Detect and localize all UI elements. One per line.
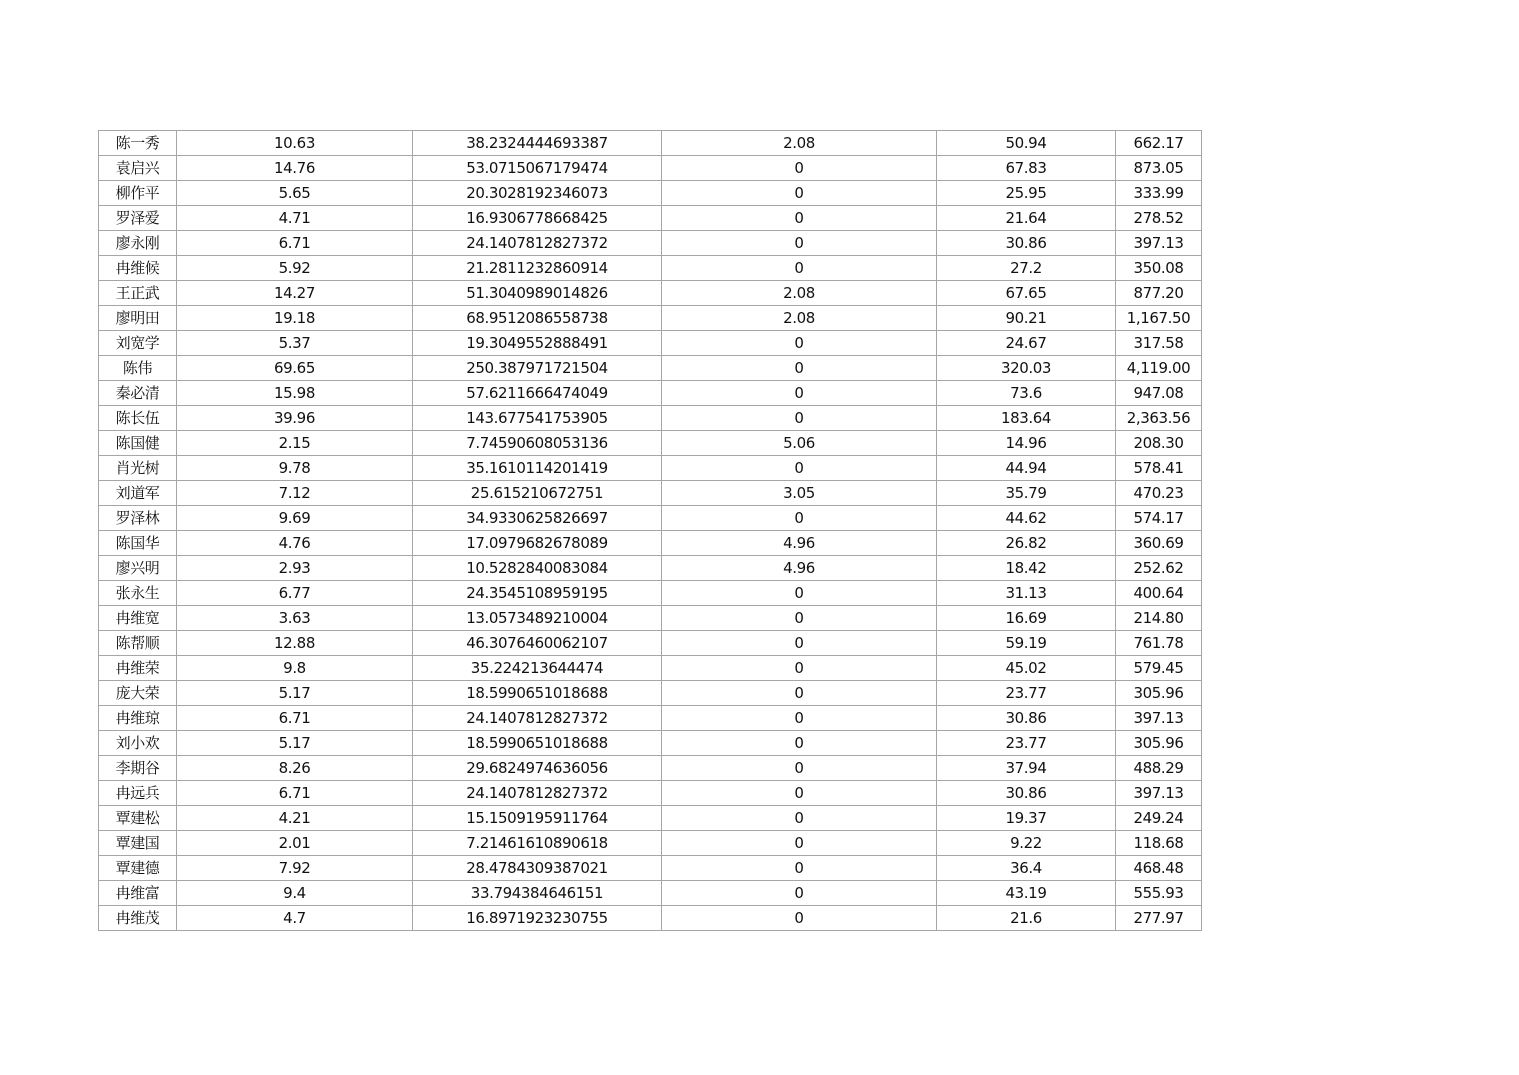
table-row bbox=[99, 806, 1202, 831]
name-cell: 庞大荣 bbox=[99, 681, 177, 706]
value-cell-4: 59.19 bbox=[937, 631, 1116, 656]
value-cell-3: 4.96 bbox=[662, 556, 937, 581]
value-cell-3: 0 bbox=[662, 681, 937, 706]
total-cell: 208.30 bbox=[1116, 431, 1202, 456]
name-cell: 陈帮顺 bbox=[99, 631, 177, 656]
name-cell: 刘小欢 bbox=[99, 731, 177, 756]
value-cell-4: 67.65 bbox=[937, 281, 1116, 306]
total-cell: 249.24 bbox=[1116, 806, 1202, 831]
total-cell: 333.99 bbox=[1116, 181, 1202, 206]
value-cell-2: 18.5990651018688 bbox=[413, 681, 662, 706]
table-row bbox=[99, 781, 1202, 806]
name-cell: 廖明田 bbox=[99, 306, 177, 331]
value-cell-2: 34.9330625826697 bbox=[413, 506, 662, 531]
table-row bbox=[99, 281, 1202, 306]
value-cell-3: 0 bbox=[662, 856, 937, 881]
value-cell-4: 9.22 bbox=[937, 831, 1116, 856]
value-cell-1: 8.26 bbox=[177, 756, 413, 781]
total-cell: 2,363.56 bbox=[1116, 406, 1202, 431]
value-cell-2: 68.9512086558738 bbox=[413, 306, 662, 331]
value-cell-1: 3.63 bbox=[177, 606, 413, 631]
value-cell-2: 46.3076460062107 bbox=[413, 631, 662, 656]
table-row bbox=[99, 231, 1202, 256]
table-row bbox=[99, 256, 1202, 281]
value-cell-1: 19.18 bbox=[177, 306, 413, 331]
value-cell-2: 24.1407812827372 bbox=[413, 231, 662, 256]
value-cell-3: 0 bbox=[662, 581, 937, 606]
total-cell: 214.80 bbox=[1116, 606, 1202, 631]
name-cell: 冉远兵 bbox=[99, 781, 177, 806]
total-cell: 397.13 bbox=[1116, 781, 1202, 806]
value-cell-1: 9.78 bbox=[177, 456, 413, 481]
table-row bbox=[99, 681, 1202, 706]
value-cell-1: 5.65 bbox=[177, 181, 413, 206]
value-cell-3: 0 bbox=[662, 206, 937, 231]
value-cell-1: 39.96 bbox=[177, 406, 413, 431]
value-cell-4: 27.2 bbox=[937, 256, 1116, 281]
value-cell-4: 23.77 bbox=[937, 731, 1116, 756]
name-cell: 王正武 bbox=[99, 281, 177, 306]
value-cell-1: 6.77 bbox=[177, 581, 413, 606]
value-cell-4: 183.64 bbox=[937, 406, 1116, 431]
name-cell: 罗泽爱 bbox=[99, 206, 177, 231]
value-cell-2: 13.0573489210004 bbox=[413, 606, 662, 631]
value-cell-1: 69.65 bbox=[177, 356, 413, 381]
value-cell-4: 24.67 bbox=[937, 331, 1116, 356]
name-cell: 陈伟 bbox=[99, 356, 177, 381]
value-cell-4: 23.77 bbox=[937, 681, 1116, 706]
value-cell-1: 5.17 bbox=[177, 681, 413, 706]
value-cell-3: 0 bbox=[662, 381, 937, 406]
value-cell-3: 0 bbox=[662, 806, 937, 831]
table-row bbox=[99, 181, 1202, 206]
value-cell-2: 7.21461610890618 bbox=[413, 831, 662, 856]
value-cell-1: 7.12 bbox=[177, 481, 413, 506]
total-cell: 873.05 bbox=[1116, 156, 1202, 181]
total-cell: 317.58 bbox=[1116, 331, 1202, 356]
value-cell-3: 0 bbox=[662, 656, 937, 681]
value-cell-4: 19.37 bbox=[937, 806, 1116, 831]
value-cell-2: 29.6824974636056 bbox=[413, 756, 662, 781]
value-cell-1: 4.7 bbox=[177, 906, 413, 931]
name-cell: 袁启兴 bbox=[99, 156, 177, 181]
value-cell-1: 12.88 bbox=[177, 631, 413, 656]
value-cell-2: 24.1407812827372 bbox=[413, 706, 662, 731]
value-cell-4: 36.4 bbox=[937, 856, 1116, 881]
table-row bbox=[99, 731, 1202, 756]
value-cell-4: 31.13 bbox=[937, 581, 1116, 606]
value-cell-3: 0 bbox=[662, 881, 937, 906]
table-row bbox=[99, 756, 1202, 781]
total-cell: 397.13 bbox=[1116, 706, 1202, 731]
value-cell-2: 16.8971923230755 bbox=[413, 906, 662, 931]
value-cell-1: 6.71 bbox=[177, 231, 413, 256]
value-cell-2: 25.615210672751 bbox=[413, 481, 662, 506]
spreadsheet-page bbox=[98, 130, 1202, 931]
total-cell: 277.97 bbox=[1116, 906, 1202, 931]
name-cell: 李期谷 bbox=[99, 756, 177, 781]
total-cell: 118.68 bbox=[1116, 831, 1202, 856]
value-cell-2: 250.387971721504 bbox=[413, 356, 662, 381]
value-cell-2: 21.2811232860914 bbox=[413, 256, 662, 281]
total-cell: 579.45 bbox=[1116, 656, 1202, 681]
value-cell-2: 143.677541753905 bbox=[413, 406, 662, 431]
value-cell-2: 24.1407812827372 bbox=[413, 781, 662, 806]
value-cell-3: 0 bbox=[662, 256, 937, 281]
value-cell-2: 19.3049552888491 bbox=[413, 331, 662, 356]
value-cell-3: 5.06 bbox=[662, 431, 937, 456]
total-cell: 350.08 bbox=[1116, 256, 1202, 281]
table-row bbox=[99, 431, 1202, 456]
value-cell-1: 5.92 bbox=[177, 256, 413, 281]
value-cell-4: 44.94 bbox=[937, 456, 1116, 481]
value-cell-2: 35.1610114201419 bbox=[413, 456, 662, 481]
data-table bbox=[98, 130, 1202, 931]
value-cell-2: 15.1509195911764 bbox=[413, 806, 662, 831]
table-row bbox=[99, 706, 1202, 731]
value-cell-2: 7.74590608053136 bbox=[413, 431, 662, 456]
value-cell-4: 21.6 bbox=[937, 906, 1116, 931]
name-cell: 冉维宽 bbox=[99, 606, 177, 631]
value-cell-1: 14.76 bbox=[177, 156, 413, 181]
value-cell-1: 5.37 bbox=[177, 331, 413, 356]
value-cell-4: 67.83 bbox=[937, 156, 1116, 181]
table-row bbox=[99, 381, 1202, 406]
value-cell-3: 2.08 bbox=[662, 281, 937, 306]
total-cell: 397.13 bbox=[1116, 231, 1202, 256]
value-cell-2: 35.224213644474 bbox=[413, 656, 662, 681]
total-cell: 278.52 bbox=[1116, 206, 1202, 231]
value-cell-2: 24.3545108959195 bbox=[413, 581, 662, 606]
value-cell-1: 2.01 bbox=[177, 831, 413, 856]
value-cell-1: 6.71 bbox=[177, 706, 413, 731]
table-row bbox=[99, 356, 1202, 381]
name-cell: 冉维荣 bbox=[99, 656, 177, 681]
name-cell: 陈长伍 bbox=[99, 406, 177, 431]
value-cell-4: 43.19 bbox=[937, 881, 1116, 906]
name-cell: 廖永刚 bbox=[99, 231, 177, 256]
name-cell: 冉维琼 bbox=[99, 706, 177, 731]
total-cell: 877.20 bbox=[1116, 281, 1202, 306]
value-cell-3: 0 bbox=[662, 756, 937, 781]
value-cell-1: 9.4 bbox=[177, 881, 413, 906]
value-cell-3: 0 bbox=[662, 181, 937, 206]
value-cell-3: 0 bbox=[662, 331, 937, 356]
name-cell: 冉维茂 bbox=[99, 906, 177, 931]
name-cell: 刘宽学 bbox=[99, 331, 177, 356]
value-cell-1: 6.71 bbox=[177, 781, 413, 806]
value-cell-4: 35.79 bbox=[937, 481, 1116, 506]
value-cell-4: 26.82 bbox=[937, 531, 1116, 556]
value-cell-2: 51.3040989014826 bbox=[413, 281, 662, 306]
name-cell: 陈一秀 bbox=[99, 131, 177, 156]
name-cell: 冉维富 bbox=[99, 881, 177, 906]
value-cell-3: 0 bbox=[662, 906, 937, 931]
value-cell-4: 50.94 bbox=[937, 131, 1116, 156]
total-cell: 252.62 bbox=[1116, 556, 1202, 581]
name-cell: 廖兴明 bbox=[99, 556, 177, 581]
table-row bbox=[99, 331, 1202, 356]
value-cell-4: 14.96 bbox=[937, 431, 1116, 456]
value-cell-1: 4.71 bbox=[177, 206, 413, 231]
table-row bbox=[99, 506, 1202, 531]
value-cell-2: 57.6211666474049 bbox=[413, 381, 662, 406]
total-cell: 488.29 bbox=[1116, 756, 1202, 781]
value-cell-4: 25.95 bbox=[937, 181, 1116, 206]
value-cell-2: 38.2324444693387 bbox=[413, 131, 662, 156]
value-cell-3: 4.96 bbox=[662, 531, 937, 556]
table-row bbox=[99, 656, 1202, 681]
total-cell: 4,119.00 bbox=[1116, 356, 1202, 381]
value-cell-4: 73.6 bbox=[937, 381, 1116, 406]
value-cell-4: 30.86 bbox=[937, 706, 1116, 731]
table-row bbox=[99, 831, 1202, 856]
value-cell-4: 30.86 bbox=[937, 781, 1116, 806]
value-cell-3: 0 bbox=[662, 506, 937, 531]
value-cell-2: 17.0979682678089 bbox=[413, 531, 662, 556]
value-cell-1: 14.27 bbox=[177, 281, 413, 306]
table-row bbox=[99, 631, 1202, 656]
value-cell-1: 9.69 bbox=[177, 506, 413, 531]
total-cell: 305.96 bbox=[1116, 681, 1202, 706]
value-cell-2: 33.794384646151 bbox=[413, 881, 662, 906]
value-cell-1: 2.15 bbox=[177, 431, 413, 456]
total-cell: 468.48 bbox=[1116, 856, 1202, 881]
total-cell: 947.08 bbox=[1116, 381, 1202, 406]
total-cell: 470.23 bbox=[1116, 481, 1202, 506]
value-cell-4: 45.02 bbox=[937, 656, 1116, 681]
table-row bbox=[99, 581, 1202, 606]
name-cell: 秦必清 bbox=[99, 381, 177, 406]
name-cell: 张永生 bbox=[99, 581, 177, 606]
table-row bbox=[99, 856, 1202, 881]
value-cell-3: 0 bbox=[662, 706, 937, 731]
table-row bbox=[99, 906, 1202, 931]
total-cell: 555.93 bbox=[1116, 881, 1202, 906]
value-cell-2: 53.0715067179474 bbox=[413, 156, 662, 181]
value-cell-2: 28.4784309387021 bbox=[413, 856, 662, 881]
total-cell: 761.78 bbox=[1116, 631, 1202, 656]
table-row bbox=[99, 556, 1202, 581]
name-cell: 刘道军 bbox=[99, 481, 177, 506]
value-cell-3: 0 bbox=[662, 781, 937, 806]
value-cell-1: 4.21 bbox=[177, 806, 413, 831]
table-row bbox=[99, 606, 1202, 631]
value-cell-1: 9.8 bbox=[177, 656, 413, 681]
value-cell-4: 90.21 bbox=[937, 306, 1116, 331]
value-cell-1: 7.92 bbox=[177, 856, 413, 881]
value-cell-1: 15.98 bbox=[177, 381, 413, 406]
value-cell-3: 0 bbox=[662, 456, 937, 481]
value-cell-3: 0 bbox=[662, 831, 937, 856]
total-cell: 305.96 bbox=[1116, 731, 1202, 756]
total-cell: 360.69 bbox=[1116, 531, 1202, 556]
value-cell-3: 2.08 bbox=[662, 306, 937, 331]
table-row bbox=[99, 156, 1202, 181]
value-cell-4: 30.86 bbox=[937, 231, 1116, 256]
value-cell-4: 18.42 bbox=[937, 556, 1116, 581]
value-cell-2: 10.5282840083084 bbox=[413, 556, 662, 581]
value-cell-3: 0 bbox=[662, 406, 937, 431]
name-cell: 罗泽林 bbox=[99, 506, 177, 531]
table-row bbox=[99, 531, 1202, 556]
name-cell: 覃建德 bbox=[99, 856, 177, 881]
table-row bbox=[99, 881, 1202, 906]
table-row bbox=[99, 206, 1202, 231]
value-cell-4: 37.94 bbox=[937, 756, 1116, 781]
value-cell-4: 16.69 bbox=[937, 606, 1116, 631]
total-cell: 400.64 bbox=[1116, 581, 1202, 606]
total-cell: 662.17 bbox=[1116, 131, 1202, 156]
name-cell: 冉维候 bbox=[99, 256, 177, 281]
total-cell: 1,167.50 bbox=[1116, 306, 1202, 331]
value-cell-3: 3.05 bbox=[662, 481, 937, 506]
total-cell: 578.41 bbox=[1116, 456, 1202, 481]
value-cell-4: 320.03 bbox=[937, 356, 1116, 381]
name-cell: 覃建国 bbox=[99, 831, 177, 856]
table-body bbox=[99, 131, 1202, 931]
value-cell-3: 2.08 bbox=[662, 131, 937, 156]
value-cell-3: 0 bbox=[662, 631, 937, 656]
value-cell-4: 21.64 bbox=[937, 206, 1116, 231]
value-cell-1: 2.93 bbox=[177, 556, 413, 581]
table-row bbox=[99, 456, 1202, 481]
value-cell-2: 16.9306778668425 bbox=[413, 206, 662, 231]
value-cell-2: 18.5990651018688 bbox=[413, 731, 662, 756]
name-cell: 柳作平 bbox=[99, 181, 177, 206]
value-cell-3: 0 bbox=[662, 231, 937, 256]
value-cell-4: 44.62 bbox=[937, 506, 1116, 531]
value-cell-1: 4.76 bbox=[177, 531, 413, 556]
value-cell-3: 0 bbox=[662, 156, 937, 181]
value-cell-3: 0 bbox=[662, 731, 937, 756]
name-cell: 肖光树 bbox=[99, 456, 177, 481]
name-cell: 陈国健 bbox=[99, 431, 177, 456]
table-row bbox=[99, 406, 1202, 431]
value-cell-3: 0 bbox=[662, 606, 937, 631]
total-cell: 574.17 bbox=[1116, 506, 1202, 531]
value-cell-3: 0 bbox=[662, 356, 937, 381]
value-cell-1: 10.63 bbox=[177, 131, 413, 156]
value-cell-2: 20.3028192346073 bbox=[413, 181, 662, 206]
name-cell: 覃建松 bbox=[99, 806, 177, 831]
name-cell: 陈国华 bbox=[99, 531, 177, 556]
table-row bbox=[99, 306, 1202, 331]
table-row bbox=[99, 131, 1202, 156]
table-row bbox=[99, 481, 1202, 506]
value-cell-1: 5.17 bbox=[177, 731, 413, 756]
